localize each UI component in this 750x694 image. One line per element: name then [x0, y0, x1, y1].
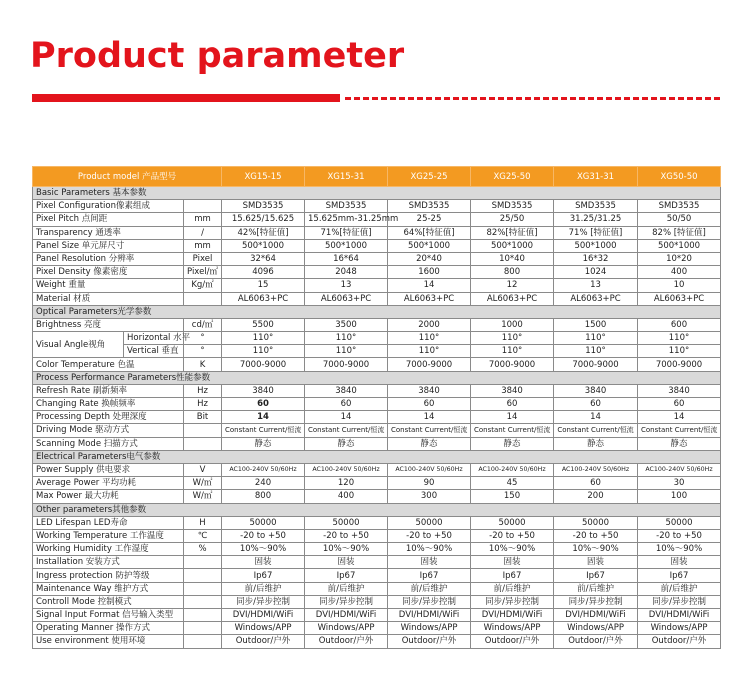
param-value: 100: [638, 490, 721, 503]
param-value: 同步/异步控制: [638, 595, 721, 608]
param-value: Constant Current/恒流: [305, 424, 388, 437]
model-label: Product model 产品型号: [33, 167, 222, 187]
param-value: 150: [471, 490, 554, 503]
param-value: 60: [554, 477, 638, 490]
param-unit: V: [184, 463, 222, 476]
param-value: 25/50: [471, 213, 554, 226]
section-label: Other parameters其他参数: [33, 503, 721, 516]
param-value: 13: [305, 279, 388, 292]
section-label: Electrical Parameters电气参数: [33, 450, 721, 463]
param-value: DVI/HDMI/WiFi: [388, 609, 471, 622]
param-value: 1024: [554, 266, 638, 279]
param-value: SMD3535: [305, 200, 388, 213]
table-row: [33, 569, 721, 582]
param-value: 3840: [222, 384, 305, 397]
param-value: AC100-240V 50/60Hz: [388, 463, 471, 476]
param-value: -20 to +50: [388, 529, 471, 542]
param-value: 固装: [222, 556, 305, 569]
param-label: Max Power 最大功耗: [33, 490, 184, 503]
param-value: AC100-240V 50/60Hz: [554, 463, 638, 476]
param-value: Windows/APP: [388, 622, 471, 635]
param-label: Operating Manner 操作方式: [33, 622, 184, 635]
param-value: 50/50: [638, 213, 721, 226]
param-value: 500*1000: [638, 239, 721, 252]
param-unit: [184, 609, 222, 622]
param-value: 3840: [471, 384, 554, 397]
param-value: 10%～90%: [638, 543, 721, 556]
table-row: [33, 358, 721, 371]
param-unit: Bit: [184, 411, 222, 424]
param-unit: [184, 292, 222, 305]
table-row: [33, 635, 721, 648]
param-value: 25-25: [388, 213, 471, 226]
param-value: 15.625mm-31.25mm: [305, 213, 388, 226]
param-value: 14: [222, 411, 305, 424]
param-value: 42%[特征值]: [222, 226, 305, 239]
table-row: [33, 332, 721, 345]
table-row: [33, 252, 721, 265]
param-value: -20 to +50: [554, 529, 638, 542]
param-value: 静态: [638, 437, 721, 450]
model-header: XG25-50: [471, 167, 554, 187]
table-row: [33, 213, 721, 226]
param-value: 静态: [471, 437, 554, 450]
param-value: Constant Current/恒流: [638, 424, 721, 437]
param-value: 15.625/15.625: [222, 213, 305, 226]
param-value: 2048: [305, 266, 388, 279]
param-value: 71% [特征值]: [554, 226, 638, 239]
model-header: XG15-31: [305, 167, 388, 187]
param-value: 2000: [388, 318, 471, 331]
param-value: 500*1000: [471, 239, 554, 252]
param-value: Ip67: [471, 569, 554, 582]
param-value: 200: [554, 490, 638, 503]
param-label: Working Humidity 工作湿度: [33, 543, 184, 556]
param-value: AC100-240V 50/60Hz: [305, 463, 388, 476]
table-row: [33, 595, 721, 608]
param-value: 同步/异步控制: [388, 595, 471, 608]
param-value: Ip67: [388, 569, 471, 582]
param-label: Controll Mode 控制模式: [33, 595, 184, 608]
param-unit: /: [184, 226, 222, 239]
param-value: AL6063+PC: [222, 292, 305, 305]
param-label: Driving Mode 驱动方式: [33, 424, 184, 437]
param-value: 13: [554, 279, 638, 292]
table-row: [33, 516, 721, 529]
param-value: 20*40: [388, 252, 471, 265]
param-value: 10*40: [471, 252, 554, 265]
param-label: Working Temperature 工作温度: [33, 529, 184, 542]
section-row: [33, 305, 721, 318]
param-value: 10%～90%: [388, 543, 471, 556]
param-value: 前/后维护: [222, 582, 305, 595]
param-value: 50000: [554, 516, 638, 529]
param-value: DVI/HDMI/WiFi: [305, 609, 388, 622]
section-row: [33, 503, 721, 516]
param-label: Average Power 平均功耗: [33, 477, 184, 490]
param-value: 110°: [388, 332, 471, 345]
param-label: Maintenance Way 维护方式: [33, 582, 184, 595]
param-value: 31.25/31.25: [554, 213, 638, 226]
table-row: [33, 384, 721, 397]
param-value: 800: [222, 490, 305, 503]
param-label: Brightness 亮度: [33, 318, 184, 331]
param-value: 前/后维护: [554, 582, 638, 595]
section-row: [33, 450, 721, 463]
param-value: 110°: [471, 345, 554, 358]
param-value: Windows/APP: [305, 622, 388, 635]
param-value: 50000: [305, 516, 388, 529]
param-value: AC100-240V 50/60Hz: [638, 463, 721, 476]
param-value: 7000-9000: [305, 358, 388, 371]
param-unit: Kg/㎡: [184, 279, 222, 292]
param-value: 14: [305, 411, 388, 424]
param-unit: [184, 424, 222, 437]
param-value: 7000-9000: [222, 358, 305, 371]
param-value: 10%～90%: [305, 543, 388, 556]
param-value: Constant Current/恒流: [388, 424, 471, 437]
param-value: 32*64: [222, 252, 305, 265]
param-label: Pixel Density 像素密度: [33, 266, 184, 279]
param-unit: [184, 569, 222, 582]
param-label: Installation 安装方式: [33, 556, 184, 569]
param-label: Panel Size 单元屏尺寸: [33, 239, 184, 252]
param-value: DVI/HDMI/WiFi: [471, 609, 554, 622]
model-header: XG50-50: [638, 167, 721, 187]
param-value: 14: [638, 411, 721, 424]
param-value: -20 to +50: [471, 529, 554, 542]
param-value: 120: [305, 477, 388, 490]
param-value: -20 to +50: [222, 529, 305, 542]
param-unit: W/㎡: [184, 477, 222, 490]
param-value: 静态: [222, 437, 305, 450]
param-value: 110°: [554, 332, 638, 345]
param-unit: Pixel: [184, 252, 222, 265]
param-label: Visual Angle视角: [33, 332, 124, 358]
table-row: [33, 292, 721, 305]
param-value: Outdoor/户外: [305, 635, 388, 648]
param-value: 前/后维护: [305, 582, 388, 595]
section-row: [33, 187, 721, 200]
param-label: Pixel Pitch 点间距: [33, 213, 184, 226]
param-value: 300: [388, 490, 471, 503]
param-value: Windows/APP: [638, 622, 721, 635]
param-unit: [184, 635, 222, 648]
param-value: 7000-9000: [554, 358, 638, 371]
param-value: 110°: [305, 332, 388, 345]
table-row: [33, 318, 721, 331]
param-value: 500*1000: [305, 239, 388, 252]
param-value: Constant Current/恒流: [222, 424, 305, 437]
param-unit: Hz: [184, 398, 222, 411]
table-row: [33, 279, 721, 292]
model-header: XG31-31: [554, 167, 638, 187]
param-value: 7000-9000: [388, 358, 471, 371]
param-value: SMD3535: [388, 200, 471, 213]
param-value: 1600: [388, 266, 471, 279]
param-value: Ip67: [222, 569, 305, 582]
param-value: 60: [638, 398, 721, 411]
param-value: 10*20: [638, 252, 721, 265]
param-value: 60: [471, 398, 554, 411]
table-row: [33, 556, 721, 569]
param-value: 600: [638, 318, 721, 331]
table-row: [33, 490, 721, 503]
param-value: 固装: [471, 556, 554, 569]
param-value: 110°: [638, 332, 721, 345]
param-value: 16*32: [554, 252, 638, 265]
param-unit: mm: [184, 213, 222, 226]
param-unit: Pixel/㎡: [184, 266, 222, 279]
param-unit: K: [184, 358, 222, 371]
param-unit: ℃: [184, 529, 222, 542]
param-value: Outdoor/户外: [388, 635, 471, 648]
param-value: DVI/HDMI/WiFi: [222, 609, 305, 622]
page-title: Product parameter: [30, 36, 405, 76]
param-value: Constant Current/恒流: [471, 424, 554, 437]
param-value: 240: [222, 477, 305, 490]
param-value: 14: [388, 279, 471, 292]
param-unit: °: [184, 332, 222, 345]
param-value: 64%[特征值]: [388, 226, 471, 239]
table-header-row: [33, 167, 721, 187]
param-unit: [184, 437, 222, 450]
param-value: 7000-9000: [471, 358, 554, 371]
param-value: SMD3535: [471, 200, 554, 213]
table-row: [33, 437, 721, 450]
param-value: -20 to +50: [638, 529, 721, 542]
param-value: 3840: [554, 384, 638, 397]
param-value: 1500: [554, 318, 638, 331]
param-value: 110°: [554, 345, 638, 358]
param-value: 82% [特征值]: [638, 226, 721, 239]
param-label: Transparency 通透率: [33, 226, 184, 239]
param-value: 110°: [305, 345, 388, 358]
model-header: XG15-15: [222, 167, 305, 187]
section-label: Optical Parameters光学参数: [33, 305, 721, 318]
param-value: Windows/APP: [554, 622, 638, 635]
param-value: AC100-240V 50/60Hz: [471, 463, 554, 476]
param-value: -20 to +50: [305, 529, 388, 542]
param-label: Processing Depth 处理深度: [33, 411, 184, 424]
param-label: Pixel Configuration像素组成: [33, 200, 184, 213]
table-row: [33, 622, 721, 635]
param-value: 400: [638, 266, 721, 279]
param-value: 静态: [554, 437, 638, 450]
table-row: [33, 239, 721, 252]
param-value: Ip67: [554, 569, 638, 582]
param-value: 3840: [305, 384, 388, 397]
table-row: [33, 582, 721, 595]
param-label: Refresh Rate 刷新频率: [33, 384, 184, 397]
param-value: 800: [471, 266, 554, 279]
param-value: 10%～90%: [471, 543, 554, 556]
param-value: AL6063+PC: [638, 292, 721, 305]
param-unit: W/㎡: [184, 490, 222, 503]
param-value: 1000: [471, 318, 554, 331]
param-value: 60: [305, 398, 388, 411]
param-value: 4096: [222, 266, 305, 279]
spec-table: [32, 166, 721, 649]
param-unit: %: [184, 543, 222, 556]
param-unit: [184, 556, 222, 569]
param-value: 50000: [471, 516, 554, 529]
param-value: 3840: [638, 384, 721, 397]
param-value: 14: [471, 411, 554, 424]
param-value: 3500: [305, 318, 388, 331]
param-label: Signal Input Format 信号输入类型: [33, 609, 184, 622]
param-unit: °: [184, 345, 222, 358]
param-value: 110°: [222, 332, 305, 345]
param-value: Outdoor/户外: [554, 635, 638, 648]
table-row: [33, 463, 721, 476]
param-value: 同步/异步控制: [554, 595, 638, 608]
section-row: [33, 371, 721, 384]
param-value: 110°: [222, 345, 305, 358]
table-row: [33, 345, 721, 358]
param-value: 前/后维护: [388, 582, 471, 595]
param-value: 静态: [388, 437, 471, 450]
param-value: 10%～90%: [222, 543, 305, 556]
param-sublabel: Horizontal 水平: [124, 332, 184, 345]
param-value: 同步/异步控制: [222, 595, 305, 608]
param-value: Windows/APP: [471, 622, 554, 635]
param-value: 3840: [388, 384, 471, 397]
table-row: [33, 543, 721, 556]
param-value: 50000: [388, 516, 471, 529]
param-value: 固装: [388, 556, 471, 569]
param-value: 110°: [638, 345, 721, 358]
param-value: 12: [471, 279, 554, 292]
model-header: XG25-25: [388, 167, 471, 187]
param-value: 50000: [638, 516, 721, 529]
param-value: 110°: [471, 332, 554, 345]
param-value: 60: [554, 398, 638, 411]
table-row: [33, 477, 721, 490]
param-value: 400: [305, 490, 388, 503]
param-unit: Hz: [184, 384, 222, 397]
param-value: 82%[特征值]: [471, 226, 554, 239]
param-value: 45: [471, 477, 554, 490]
param-unit: [184, 622, 222, 635]
section-label: Basic Parameters 基本参数: [33, 187, 721, 200]
param-label: Panel Resolution 分辨率: [33, 252, 184, 265]
param-value: 30: [638, 477, 721, 490]
param-label: Ingress protection 防护等级: [33, 569, 184, 582]
param-value: Outdoor/户外: [638, 635, 721, 648]
param-value: Outdoor/户外: [471, 635, 554, 648]
param-value: SMD3535: [638, 200, 721, 213]
title-underline-solid: [32, 94, 340, 102]
param-value: 60: [388, 398, 471, 411]
table-row: [33, 609, 721, 622]
param-value: DVI/HDMI/WiFi: [554, 609, 638, 622]
param-value: 固装: [554, 556, 638, 569]
param-value: 14: [554, 411, 638, 424]
param-sublabel: Vertical 垂直: [124, 345, 184, 358]
param-unit: [184, 200, 222, 213]
param-label: LED Lifespan LED寿命: [33, 516, 184, 529]
section-label: Process Performance Parameters性能参数: [33, 371, 721, 384]
param-value: 同步/异步控制: [471, 595, 554, 608]
param-value: 7000-9000: [638, 358, 721, 371]
param-value: DVI/HDMI/WiFi: [638, 609, 721, 622]
table-row: [33, 398, 721, 411]
param-value: 10: [638, 279, 721, 292]
param-value: 110°: [388, 345, 471, 358]
param-value: Windows/APP: [222, 622, 305, 635]
param-value: 71%[特征值]: [305, 226, 388, 239]
param-value: Ip67: [305, 569, 388, 582]
param-value: AL6063+PC: [388, 292, 471, 305]
table-row: [33, 424, 721, 437]
param-value: 固装: [638, 556, 721, 569]
param-label: Changing Rate 换帧频率: [33, 398, 184, 411]
title-underline-dashed: [345, 97, 720, 100]
param-unit: [184, 595, 222, 608]
param-unit: H: [184, 516, 222, 529]
param-value: 5500: [222, 318, 305, 331]
param-value: 50000: [222, 516, 305, 529]
param-value: SMD3535: [554, 200, 638, 213]
param-value: 前/后维护: [638, 582, 721, 595]
param-label: Scanning Mode 扫描方式: [33, 437, 184, 450]
param-value: 静态: [305, 437, 388, 450]
param-value: 500*1000: [222, 239, 305, 252]
table-row: [33, 200, 721, 213]
param-label: Use environment 使用环境: [33, 635, 184, 648]
param-value: 15: [222, 279, 305, 292]
param-value: 10%～90%: [554, 543, 638, 556]
param-label: Color Temperature 色温: [33, 358, 184, 371]
param-label: Material 材质: [33, 292, 184, 305]
param-label: Power Supply 供电要求: [33, 463, 184, 476]
table-row: [33, 529, 721, 542]
param-value: AL6063+PC: [471, 292, 554, 305]
param-value: AL6063+PC: [305, 292, 388, 305]
param-value: Ip67: [638, 569, 721, 582]
param-value: 16*64: [305, 252, 388, 265]
param-value: 500*1000: [388, 239, 471, 252]
param-value: AC100-240V 50/60Hz: [222, 463, 305, 476]
table-row: [33, 266, 721, 279]
param-unit: [184, 582, 222, 595]
param-value: 90: [388, 477, 471, 490]
param-value: 14: [388, 411, 471, 424]
param-value: 固装: [305, 556, 388, 569]
param-value: 60: [222, 398, 305, 411]
table-row: [33, 411, 721, 424]
table-row: [33, 226, 721, 239]
param-unit: mm: [184, 239, 222, 252]
param-value: Constant Current/恒流: [554, 424, 638, 437]
param-value: AL6063+PC: [554, 292, 638, 305]
param-value: Outdoor/户外: [222, 635, 305, 648]
param-value: SMD3535: [222, 200, 305, 213]
param-value: 前/后维护: [471, 582, 554, 595]
param-unit: cd/㎡: [184, 318, 222, 331]
param-value: 同步/异步控制: [305, 595, 388, 608]
param-label: Weight 重量: [33, 279, 184, 292]
param-value: 500*1000: [554, 239, 638, 252]
